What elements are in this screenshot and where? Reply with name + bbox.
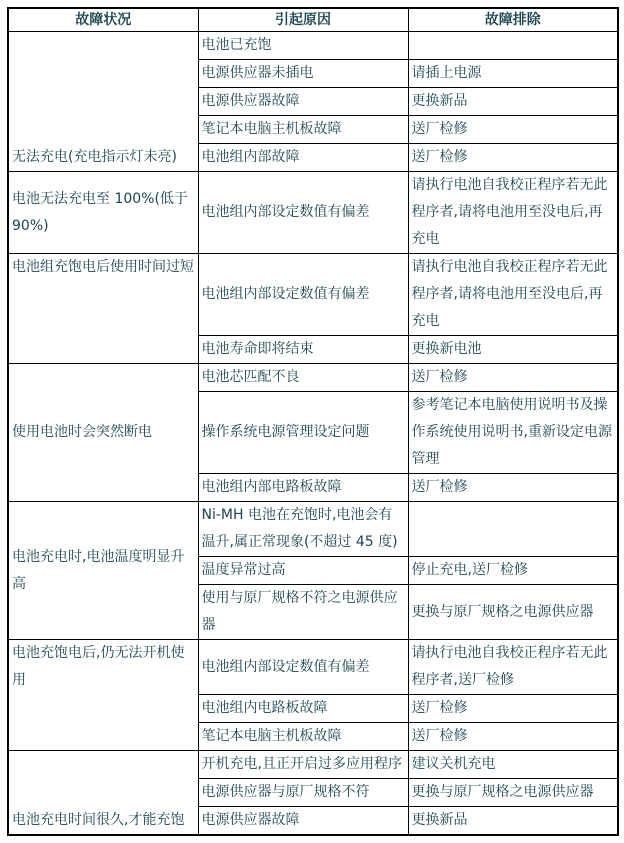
table-header — [8, 8, 618, 32]
fix-cell: 请执行电池自我校正程序若无此程序者,送厂检修 — [408, 640, 618, 695]
cause-cell: 电池组内部设定数值有偏差 — [198, 172, 408, 254]
cause-cell: 温度异常过高 — [198, 557, 408, 585]
cause-cell: 电池寿命即将结束 — [198, 336, 408, 364]
fix-cell: 送厂检修 — [408, 144, 618, 172]
cause-cell: 电池已充饱 — [198, 32, 408, 60]
fix-cell — [408, 502, 618, 557]
fix-cell: 更换与原厂规格之电源供应器 — [408, 585, 618, 640]
cause-cell: 电源供应器与原厂规格不符 — [198, 779, 408, 807]
fix-cell: 更换与原厂规格之电源供应器 — [408, 779, 618, 807]
cause-cell: 电池组内部故障 — [198, 144, 408, 172]
cause-cell: 笔记本电脑主机板故障 — [198, 723, 408, 751]
table-row — [8, 254, 618, 336]
table-row — [8, 364, 618, 392]
table-body — [8, 32, 618, 836]
fix-cell — [408, 32, 618, 60]
battery-troubleshooting-table — [7, 7, 619, 836]
fix-cell: 停止充电,送厂检修 — [408, 557, 618, 585]
symptom-cell: 电池组充饱电后使用时间过短 — [8, 254, 198, 364]
cause-cell: 电池组内电路板故障 — [198, 695, 408, 723]
fix-cell: 送厂检修 — [408, 723, 618, 751]
fix-cell: 送厂检修 — [408, 116, 618, 144]
header-row — [8, 8, 618, 32]
symptom-cell: 无法充电(充电指示灯未亮) — [8, 32, 198, 172]
fix-cell: 请插上电源 — [408, 60, 618, 88]
header-cause: 引起原因 — [198, 8, 408, 32]
cause-cell: 电池芯匹配不良 — [198, 364, 408, 392]
table-row — [8, 172, 618, 254]
cause-cell: 电池组内部设定数值有偏差 — [198, 640, 408, 695]
table-row — [8, 640, 618, 695]
fix-cell: 参考笔记本电脑使用说明书及操作系统使用说明书,重新设定电源管理 — [408, 392, 618, 474]
cause-cell: 使用与原厂规格不符之电源供应器 — [198, 585, 408, 640]
cause-cell: 开机充电,且正开启过多应用程序 — [198, 751, 408, 779]
cause-cell: 操作系统电源管理设定问题 — [198, 392, 408, 474]
header-fix: 故障排除 — [408, 8, 618, 32]
cause-cell: 电池组内部电路板故障 — [198, 474, 408, 502]
table-row — [8, 502, 618, 557]
fix-cell: 更换新品 — [408, 807, 618, 836]
cause-cell: 笔记本电脑主机板故障 — [198, 116, 408, 144]
cause-cell: 电源供应器故障 — [198, 88, 408, 116]
symptom-cell: 电池充饱电后,仍无法开机使用 — [8, 640, 198, 751]
table-row — [8, 32, 618, 60]
symptom-cell: 电池充电时间很久,才能充饱 — [8, 751, 198, 836]
cause-cell: 电源供应器故障 — [198, 807, 408, 836]
fix-cell: 请执行电池自我校正程序若无此程序者,请将电池用至没电后,再充电 — [408, 254, 618, 336]
cause-cell: 电池组内部设定数值有偏差 — [198, 254, 408, 336]
cause-cell: Ni-MH 电池在充饱时,电池会有温升,属正常现象(不超过 45 度) — [198, 502, 408, 557]
symptom-cell: 使用电池时会突然断电 — [8, 364, 198, 502]
fix-cell: 送厂检修 — [408, 695, 618, 723]
fix-cell: 更换新品 — [408, 88, 618, 116]
table-row — [8, 751, 618, 779]
symptom-cell: 电池充电时,电池温度明显升高 — [8, 502, 198, 640]
cause-cell: 电源供应器未插电 — [198, 60, 408, 88]
fix-cell: 送厂检修 — [408, 474, 618, 502]
header-symptom: 故障状况 — [8, 8, 198, 32]
fix-cell: 送厂检修 — [408, 364, 618, 392]
fix-cell: 请执行电池自我校正程序若无此程序者,请将电池用至没电后,再充电 — [408, 172, 618, 254]
fix-cell: 更换新电池 — [408, 336, 618, 364]
symptom-cell: 电池无法充电至 100%(低于 90%) — [8, 172, 198, 254]
fix-cell: 建议关机充电 — [408, 751, 618, 779]
